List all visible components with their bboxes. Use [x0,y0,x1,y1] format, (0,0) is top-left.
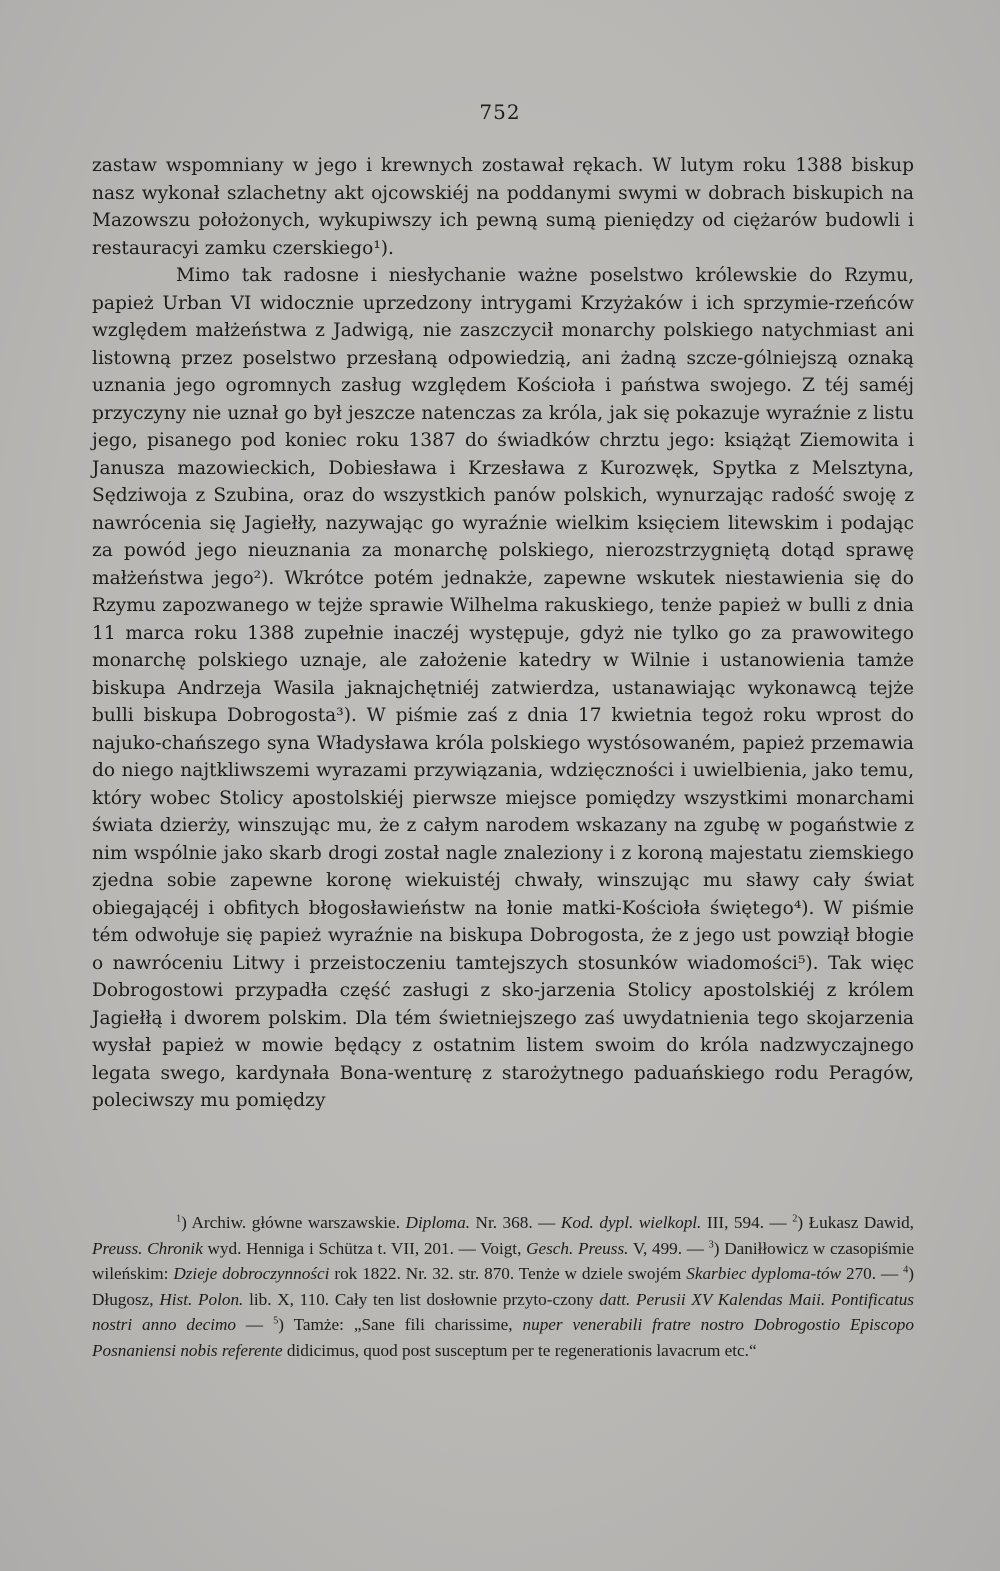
footnote-italic: Gesch. Preuss. [526,1238,629,1258]
paragraph: zastaw wspomniany w jego i krewnych zostawał rękach. W lutym roku 1388 biskup nasz wykonał szlachetny akt ojcowskiéj na poddanymi swymi w dobrach biskupich na Mazowszu położonych, wykupiwszy ich pewną sumą pieniędzy od ciężarów budowli i restauracyi zamku czerskiego¹). [92,155,914,259]
footnote-italic: Hist. Polon. [159,1289,244,1309]
footnote-italic: Dzieje dobroczynności [173,1264,330,1283]
footnote-text: lib. X, 110. Cały ten list dosłownie przyto-czony [243,1289,600,1309]
footnote-italic: Diploma. [405,1213,470,1232]
footnote-marker: 3 [708,1238,714,1250]
footnote-marker: 5 [273,1315,279,1327]
footnote-italic: Skarbiec dyploma-tów [686,1264,842,1283]
page-number: 752 [479,100,521,124]
footnote-text: ) Tamże: „Sane fili charissime, [278,1315,523,1334]
footnote-italic: Kod. dypl. wielkopl. [560,1213,702,1232]
footnote-text: rok 1822. Nr. 32. str. 870. Tenże w dziele swojém [329,1264,687,1283]
footnote-italic: datt. Perusii XV Kalendas Maii. Pontificatus nostri anno decimo [92,1289,914,1334]
footnote-marker: 2 [792,1213,798,1225]
footnote-text: ) Archiw. główne warszawskie. [181,1213,406,1232]
footnote-text: didicimus, quod post susceptum per te regenerationis lavacrum etc.“ [282,1340,757,1360]
footnote-text: wyd. Henniga i Schütza t. VII, 201. — Voigt, [202,1238,527,1258]
footnote-text: 270. — [841,1264,904,1283]
footnote-text: — [236,1315,274,1334]
footnote-block [92,1210,914,1363]
main-text [92,152,914,1115]
footnote-text: ) Łukasz Dawid, [797,1213,914,1232]
footnote-italic: Preuss. Chronik [92,1238,203,1258]
footnote-marker: 4 [903,1264,909,1276]
footnote-text: III, 594. — [701,1213,793,1232]
footnote-italic: nuper venerabili fratre nostro Dobrogostio Episcopo Posnaniensi nobis referente [92,1315,914,1360]
footnote-marker: 1 [176,1213,182,1225]
footnote-text: ) Długosz, [92,1264,915,1309]
footnotes [92,1210,914,1363]
footnote-text: ) Daniłłowicz w czasopiśmie wileńskim: [92,1238,914,1283]
footnote-text: Nr. 368. — [469,1213,561,1232]
paragraph: Mimo tak radosne i niesłychanie ważne poselstwo królewskie do Rzymu, papież Urban VI widocznie uprzedzony intrygami Krzyżaków i ich sprzymie-rzeńców względem małżeństwa z Jadwigą, nie zaszczycił monarchy polskiego natychmiast ani listowną przez poselstwo przesłaną odpowiedzią, ani żadną szcze-gólniejszą oznaką uznania jego ogromnych zasług względem Kościoła i państwa swojego. Z téj saméj przyczyny nie uznał go był jeszcze natenczas za króla, jak się pokazuje wyraźnie z listu jego, pisanego pod koniec roku 1387 do świadków chrztu jego: książąt Ziemowita i Janusza mazowieckich, Dobiesława i Krzesława z Kurozwęk, Spytka z Melsztyna, Sędziwoja z Szubina, oraz do wszystkich panów polskich, wynurzając radość swoję z nawrócenia się Jagiełły, nazywając go wyraźnie wielkim księciem litewskim i podając za powód jego nieuznania za monarchę polskiego, nierozstrzygniętą dotąd sprawę małżeństwa jego²). Wkrótce potém jednakże, zapewne wskutek niestawienia się do Rzymu zapozwanego w tejże sprawie Wilhelma rakuskiego, tenże papież w bulli z dnia 11 marca roku 1388 zupełnie inaczéj występuje, gdyż nie tylko go za prawowitego monarchę polskiego uznaje, ale założenie katedry w Wilnie i ustanowienia tamże biskupa Andrzeja Wasila jaknajchętniéj zatwierdza, ustanawiając wykonawcą tejże bulli biskupa Dobrogosta³). W piśmie zaś z dnia 17 kwietnia tegoż roku wprost do najuko-chańszego syna Władysława króla polskiego wystósowaném, papież przemawia do niego najtkliwszemi wyrazami przywiązania, wdzięczności i uwielbienia, jako temu, który wobec Stolicy apostolskiéj pierwsze miejsce pomiędzy wszystkimi monarchami świata dzierży, winszując mu, że z całym narodem wskazany na zgubę w pogaństwie z nim wspólnie jako skarb drogi został nagle znaleziony i z koroną majestatu ziemskiego zjedna sobie zapewne koronę wiekuistéj chwały, winszując mu sławy cały świat obiegającéj i obfitych błogosławieństw na łonie matki-Kościoła świętego⁴). W piśmie tém odwołuje się papież wyraźnie na biskupa Dobrogosta, że z jego ust powziął błogie o nawróceniu Litwy i przeistoczeniu tamtejszych stosunków wiadomości⁵). Tak więc Dobrogostowi przypadła część zasługi z sko-jarzenia Stolicy apostolskiéj z królem Jagiełłą i dworem polskim. Dla tém świetniejszego zaś uwydatnienia tego skojarzenia wysłał papież w mowie będący z ostatnim listem swoim do króla nadzwyczajnego legata swego, kardynała Bona-wenturę z starożytnego paduańskiego rodu Peragów, poleciwszy mu pomiędzy [92,265,914,1111]
footnote-text: V, 499. — [628,1238,709,1258]
